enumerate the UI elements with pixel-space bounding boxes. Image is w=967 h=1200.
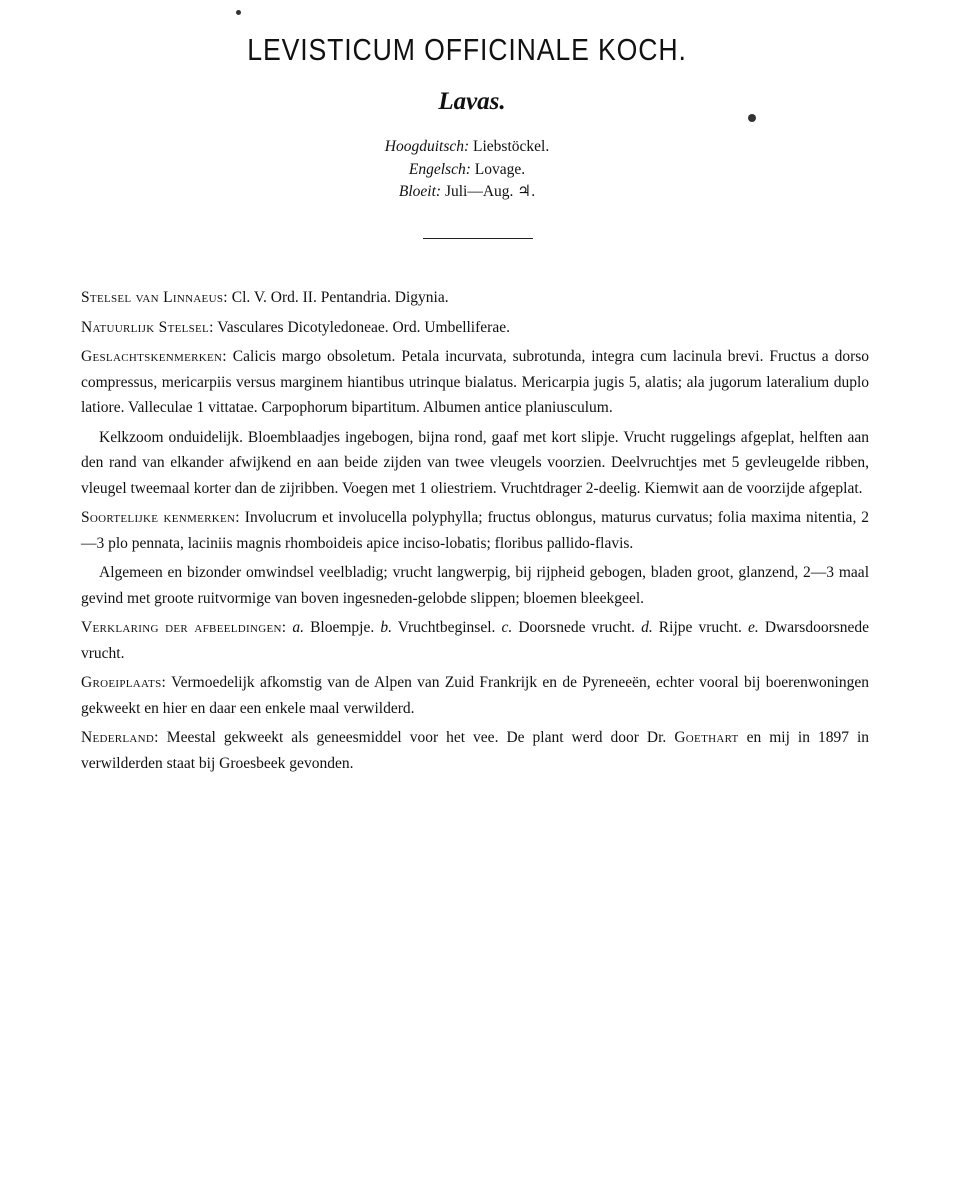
species-characters-dutch: Algemeen en bizonder omwindsel veelbladig; vrucht langwerpig, bij rijpheid gebogen, bladen groot, glanzend, 2—3 maal gevind met groote ruitvormige van boven ingesneden-gelobde slippen; bloemen bleekgeel. [81, 564, 869, 607]
name-english: Engelsch: Lovage. [408, 160, 526, 178]
netherlands: Nederland: Meestal gekweekt als geneesmiddel voor het vee. De plant werd door Dr. Goethart en mij in 1897 in verwilderden staat bij Groesbeek gevonden. [81, 729, 870, 772]
genus-characters-latin: Geslachtskenmerken: Calicis margo obsoletum. Petala incurvata, subrotunda, integra cum lacinula brevi. Fructus a dorso compressus, mericarpiis versus marginem hiantibus utrinque bialatus. Mericarpia jugis 5, alatis; ala jugorum lateralium duplo latiore. Valleculae 1 vittatae. Carpophorum bipartitum. Albumen antice planiusculum. [81, 348, 870, 416]
habitat: Groeiplaats: Vermoedelijk afkomstig van de Alpen van Zuid Frankrijk en de Pyreneeën, echter vooral bij boerenwoningen gekweekt en hier en daar een enkele maal verwilderd. [81, 674, 869, 717]
genus-characters-dutch: Kelkzoom onduidelijk. Bloemblaadjes ingebogen, bijna rond, gaaf met kort slipje. Vrucht ruggelings afgeplat, helften aan den rand van elkander afwijkend en aan beide zijden van twee vleugels voorzien. Deelvruchtjes met 5 gevleugelde ribben, vleugel tweemaal korter dan de zijribben. Voegen met 1 oliestriem. Vruchtdrager 2-deelig. Kiemwit aan de voorzijde afgeplat. [81, 428, 869, 497]
print-speck [236, 10, 241, 15]
flowering-period: Bloeit: Juli—Aug. ♃. [398, 183, 536, 200]
page-title: LEVISTICUM OFFICINALE KOCH. [247, 32, 687, 67]
natural-system: Natuurlijk Stelsel: Vasculares Dicotyledoneae. Ord. Umbelliferae. [81, 318, 510, 336]
dutch-name: Lavas. [438, 88, 506, 115]
linnaeus-system: Stelsel van Linnaeus: Cl. V. Ord. II. Pentandria. Digynia. [81, 289, 449, 306]
divider [423, 238, 533, 239]
name-german: Hoogduitsch: Liebstöckel. [384, 138, 550, 155]
description [81, 285, 869, 780]
figure-legend: Verklaring der afbeeldingen: a. Bloempje. b. Vruchtbeginsel. c. Doorsnede vrucht. d. Rijpe vrucht. e. Dwarsdoorsnede vrucht. [81, 619, 870, 662]
species-characters-latin: Soortelijke kenmerken: Involucrum et involucella polyphylla; fructus oblongus, maturus curvatus; folia maxima nitentia, 2—3 plo pennata, laciniis magnis rhomboideis apice inciso-lobatis; floribus pallido-flavis. [81, 509, 870, 552]
common-names [0, 136, 934, 204]
